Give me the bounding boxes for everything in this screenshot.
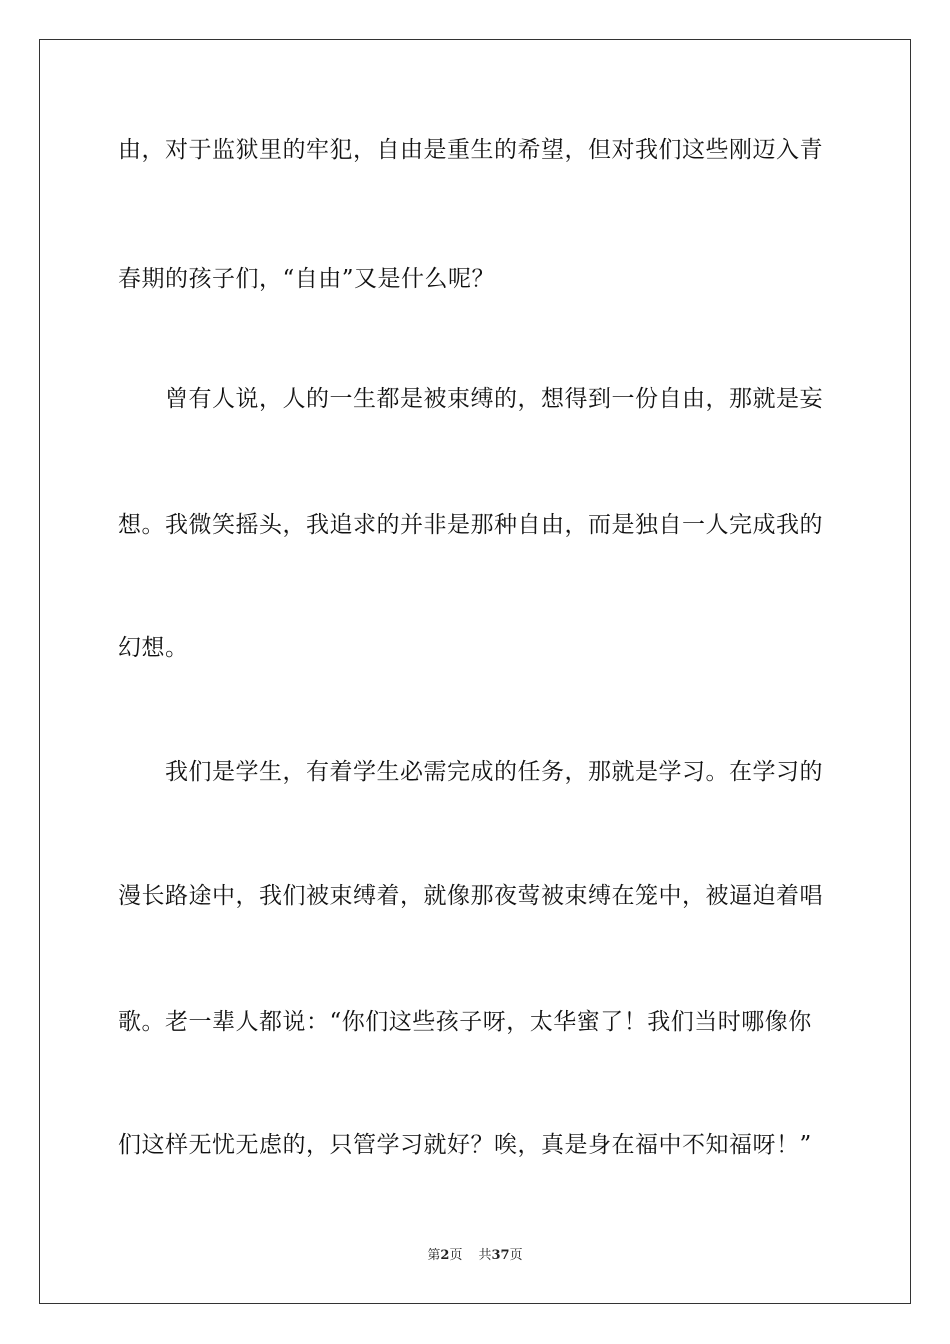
text-line-1: 由，对于监狱里的牢犯，自由是重生的希望，但对我们这些刚迈入青: [118, 137, 823, 163]
text-line-3: 曾有人说，人的一生都是被束缚的，想得到一份自由，那就是妄: [165, 386, 823, 412]
text-line-5: 幻想。: [118, 635, 189, 661]
page-prefix: 第: [427, 1248, 441, 1263]
text-line-6: 我们是学生，有着学生必需完成的任务，那就是学习。在学习的: [165, 759, 823, 785]
text-line-7: 漫长路途中，我们被束缚着，就像那夜莺被束缚在笼中，被逼迫着唱: [118, 883, 823, 909]
total-pages: 37: [491, 1248, 510, 1263]
page-border: [39, 39, 911, 1304]
text-line-2: 春期的孩子们，“自由”又是什么呢？: [118, 266, 496, 292]
total-suffix: 页: [509, 1248, 523, 1263]
text-line-9: 们这样无忧无虑的，只管学习就好？唉，真是身在福中不知福呀！”: [118, 1132, 812, 1158]
page-footer: [0, 1248, 950, 1264]
page-suffix: 页: [449, 1248, 463, 1263]
page-number: 2: [440, 1248, 450, 1263]
text-line-4: 想。我微笑摇头，我追求的并非是那种自由，而是独自一人完成我的: [118, 512, 823, 538]
text-line-8: 歌。老一辈人都说：“你们这些孩子呀，太华蜜了！我们当时哪像你: [118, 1009, 812, 1035]
total-prefix: 共: [478, 1248, 492, 1263]
